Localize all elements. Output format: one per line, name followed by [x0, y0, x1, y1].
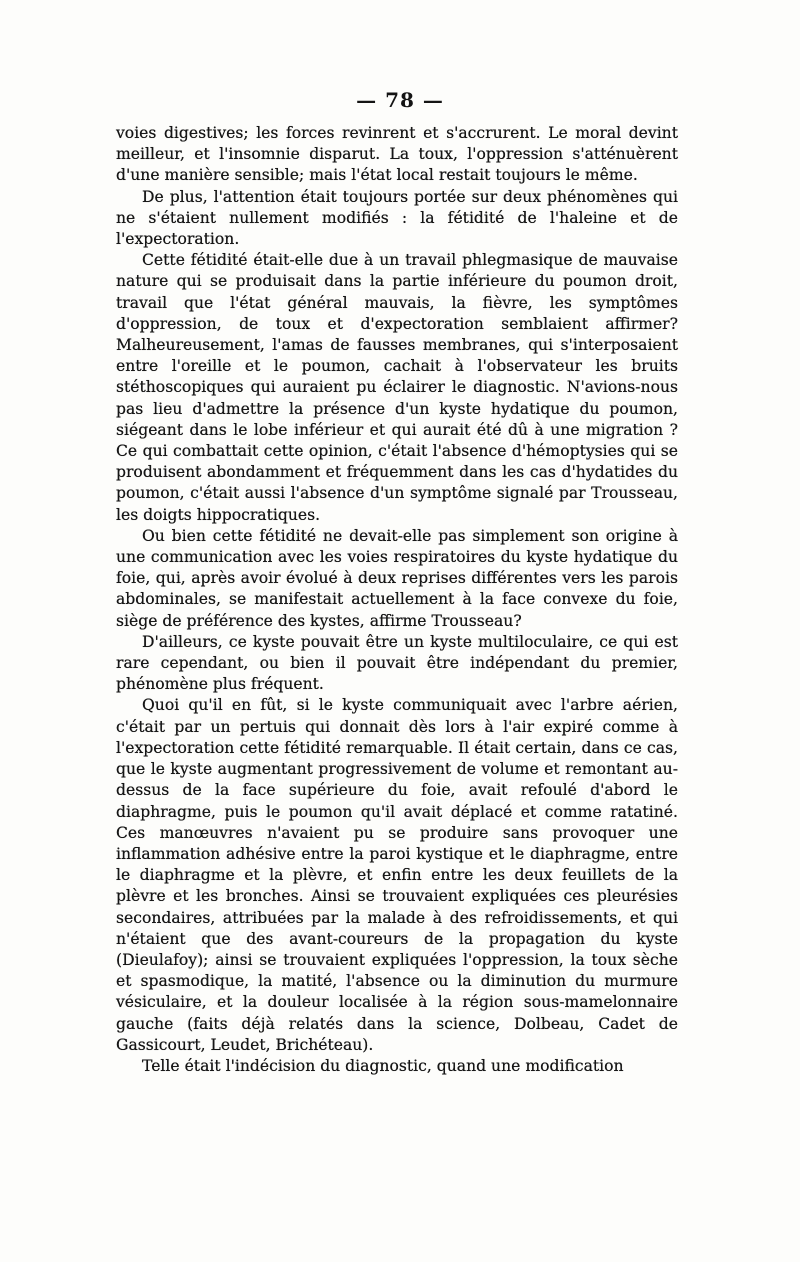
paragraph: Ou bien cette fétidité ne devait-elle pas simplement son origine à une communication avec les voies respiratoires du kyste hydatique du foie, qui, après avoir évolué à deux reprises différentes vers les parois abdominales, se manifestait actuellement à la face convexe du foie, siège de préférence des kystes, affirme Trousseau? — [116, 526, 678, 630]
paragraph: D'ailleurs, ce kyste pouvait être un kyste multiloculaire, ce qui est rare cependant, ou bien il pouvait être indépendant du premier, phénomène plus fréquent. — [116, 632, 678, 694]
paragraph: Telle était l'indécision du diagnostic, quand une modification — [142, 1056, 624, 1075]
body-text — [116, 123, 678, 1077]
paragraph: De plus, l'attention était toujours portée sur deux phénomènes qui ne s'étaient nullement modifiés : la fétidité de l'haleine et de l'expectoration. — [116, 187, 678, 249]
paragraph: voies digestives; les forces revinrent et s'accrurent. Le moral devint meilleur, et l'insomnie disparut. La toux, l'oppression s'atténuèrent d'une manière sensible; mais l'état local restait toujours le même. — [116, 124, 678, 185]
page-number: — 78 — — [356, 88, 444, 112]
paragraph: Quoi qu'il en fût, si le kyste communiquait avec l'arbre aérien, c'était par un pertuis qui donnait dès lors à l'air expiré comme à l'expectoration cette fétidité remarquable. Il était certain, dans ce cas, que le kyste augmentant progressivement de volume et remontant au-dessus de la face supérieure du foie, avait refoulé d'abord le diaphragme, puis le poumon qu'il avait déplacé et comme ratatiné. Ces manœuvres n'avaient pu se produire sans provoquer une inflammation adhésive entre la paroi kystique et le diaphragme, entre le diaphragme et la plèvre, et enfin entre les deux feuillets de la plèvre et les bronches. Ainsi se trouvaient expliquées ces pleurésies secondaires, attribuées par la malade à des refroidissements, et qui n'étaient que des avant-coureurs de la propagation du kyste (Dieulafoy); ainsi se trouvaient expliquées l'oppression, la toux sèche et spasmodique, la matité, l'absence ou la diminution du murmure vésiculaire, et la douleur localisée à la région sous-mamelonnaire gauche (faits déjà relatés dans la science, Dolbeau, Cadet de Gassicourt, Leudet, Brichéteau). — [116, 696, 678, 1054]
paragraph: Cette fétidité était-elle due à un travail phlegmasique de mauvaise nature qui se produisait dans la partie inférieure du poumon droit, travail que l'état général mauvais, la fièvre, les symptômes d'oppression, de toux et d'expectoration semblaient affirmer? Malheureusement, l'amas de fausses membranes, qui s'interposaient entre l'oreille et le poumon, cachait à l'observateur les bruits stéthoscopiques qui auraient pu éclairer le diagnostic. N'avions-nous pas lieu d'admettre la présence d'un kyste hydatique du poumon, siégeant dans le lobe inférieur et qui aurait été dû à une migration ? Ce qui combattait cette opinion, c'était l'absence d'hémoptysies qui se produisent abondamment et fréquemment dans les cas d'hydatides du poumon, c'était aussi l'absence d'un symptôme signalé par Trousseau, les doigts hippocratiques. — [116, 251, 678, 524]
